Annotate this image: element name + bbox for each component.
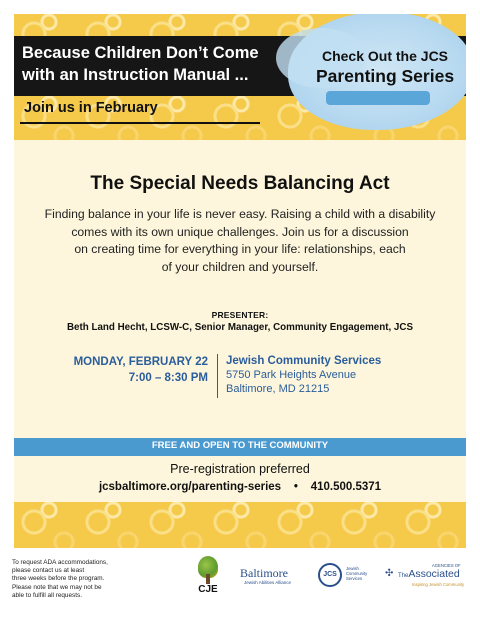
description-line: comes with its own unique challenges. Join us for a discussion bbox=[71, 224, 409, 239]
associated-the: The bbox=[398, 573, 409, 579]
associated-agencies-label: AGENCIES OF bbox=[432, 563, 461, 568]
flyer bbox=[14, 14, 466, 548]
free-banner-text: FREE AND OPEN TO THE COMMUNITY bbox=[151, 440, 329, 451]
associated-name: Associated bbox=[408, 568, 460, 580]
join-underline bbox=[20, 122, 260, 124]
description-line: of your children and yourself. bbox=[161, 259, 319, 274]
contact-separator: • bbox=[293, 481, 298, 493]
series-badge-small: Check Out the JCS bbox=[321, 48, 449, 64]
description-line: on creating time for everything in your life: relationships, each bbox=[74, 242, 406, 256]
cje-logo bbox=[190, 556, 226, 598]
jcs-logo-subtitle bbox=[346, 566, 386, 582]
registration-phone[interactable]: 410.500.5371 bbox=[310, 481, 382, 493]
description-line: Finding balance in your life is never easy. Raising a child with a disability bbox=[44, 207, 436, 221]
header-tagline bbox=[22, 42, 292, 86]
series-badge-title: Parenting Series bbox=[315, 66, 455, 86]
preregistration-note: Pre-registration preferred bbox=[170, 462, 310, 476]
associated-star-icon: ✣ bbox=[385, 568, 394, 579]
join-text: Join us in February bbox=[24, 100, 158, 116]
cje-logo-text: CJE bbox=[198, 584, 218, 595]
baltimore-logo-subtitle: Jewish Abilities Alliance bbox=[244, 580, 292, 585]
event-date: MONDAY, FEBRUARY 22 bbox=[73, 356, 208, 368]
venue-name: Jewish Community Services bbox=[226, 355, 382, 367]
bottom-swirl-band bbox=[14, 502, 466, 548]
event-title: The Special Needs Balancing Act bbox=[90, 173, 390, 194]
associated-logo-text bbox=[398, 568, 460, 580]
jcs-sub-line: Community bbox=[346, 571, 368, 577]
baltimore-logo-text: Baltimore bbox=[240, 566, 288, 580]
tagline-line-2: with an Instruction Manual ... bbox=[22, 66, 249, 84]
registration-website-link[interactable]: jcsbaltimore.org/parenting-series bbox=[98, 481, 282, 493]
event-time: 7:00 – 8:30 PM bbox=[128, 372, 208, 384]
ada-line: Please note that we may not be bbox=[12, 583, 102, 591]
presenter-name: Beth Land Hecht, LCSW-C, Senior Manager, Community Engagement, JCS bbox=[66, 322, 413, 333]
event-description bbox=[28, 206, 452, 276]
associated-tagline: Inspiring Jewish Community bbox=[412, 582, 465, 587]
registration-contact bbox=[14, 481, 466, 493]
venue-street: 5750 Park Heights Avenue bbox=[226, 369, 357, 381]
venue-city: Baltimore, MD 21215 bbox=[226, 383, 330, 395]
tree-trunk bbox=[206, 574, 210, 584]
date-venue-divider bbox=[217, 354, 218, 398]
ada-line: able to fulfill all requests. bbox=[12, 591, 82, 599]
ada-notice bbox=[12, 559, 132, 600]
jcs-logo: JCS bbox=[318, 563, 342, 587]
tagline-line-1: Because Children Don’t Come bbox=[22, 44, 259, 62]
ada-line: To request ADA accommodations, bbox=[12, 559, 108, 566]
jcs-sub-line: Services bbox=[346, 576, 363, 582]
ada-line: please contact us at least bbox=[12, 567, 85, 575]
jcs-sub-line: Jewish bbox=[346, 566, 359, 571]
series-badge-bar bbox=[326, 91, 430, 105]
presenter-label: PRESENTER: bbox=[211, 310, 269, 320]
ada-line: three weeks before the program. bbox=[12, 575, 105, 583]
